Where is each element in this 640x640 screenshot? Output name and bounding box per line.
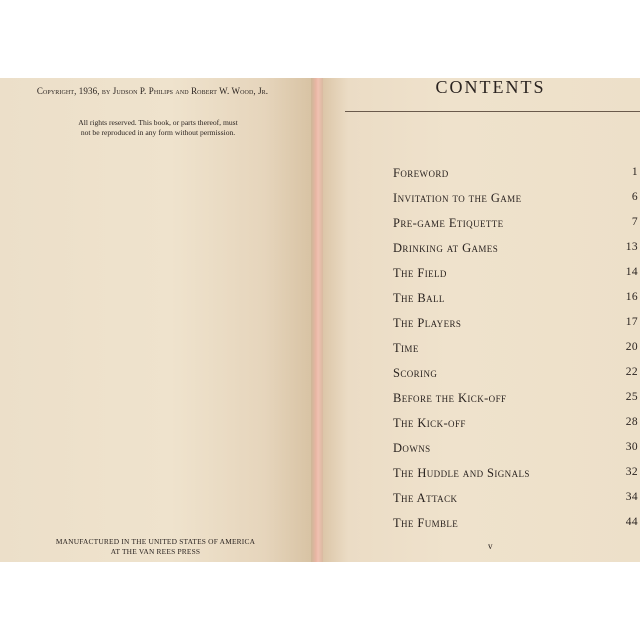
toc-entry-title: The Ball [393,291,445,305]
toc-entry-title: Foreword [393,166,449,180]
contents-heading: CONTENTS [435,77,546,97]
toc-entry[interactable] [393,341,638,366]
toc-entry-page: 34 [625,491,638,503]
toc-entry-page: 17 [625,316,638,328]
toc-entry-page: 22 [625,366,638,378]
left-page [0,78,311,562]
toc-entry-title: The Attack [393,491,458,505]
toc-entry[interactable] [393,391,638,416]
toc-entry[interactable] [393,266,638,291]
toc-entry[interactable] [393,491,638,516]
toc-entry-title: Downs [393,441,431,455]
toc-entry-page: 30 [625,441,638,453]
toc-entry-page: 6 [631,191,638,203]
toc-entry-page: 7 [631,216,638,228]
toc-entry[interactable] [393,441,638,466]
rights-line-1: All rights reserved. This book, or parts thereof, must [78,118,238,127]
book-gutter [311,78,323,562]
toc-entry[interactable] [393,466,638,491]
toc-entry-title: The Fumble [393,516,459,530]
toc-entry-title: The Kick-off [393,416,466,430]
rights-line-2: not be reproduced in any form without permission. [80,128,236,137]
toc-entry-title: Pre-game Etiquette [393,216,504,230]
toc-entry-page: 28 [625,416,638,428]
heading-rule [345,111,640,112]
toc-entry[interactable] [393,516,638,541]
toc-entry[interactable] [393,316,638,341]
toc-entry[interactable] [393,216,638,241]
toc-entry-page: 44 [625,516,638,528]
toc-entry[interactable] [393,416,638,441]
toc-entry[interactable] [393,366,638,391]
toc-entry-title: The Players [393,316,462,330]
toc-entry-page: 25 [625,391,638,403]
toc-entry-title: Time [393,341,419,355]
toc-entry-title: Before the Kick-off [393,391,507,405]
page-catchword: v [488,541,493,551]
table-of-contents [393,166,638,541]
rights-reserved-notice [28,118,288,138]
copyright-notice: Copyright, 1936, by Judson P. Philips and Robert W. Wood, Jr. [36,86,269,96]
manufactured-notice [0,537,311,557]
toc-entry-page: 1 [631,166,638,178]
toc-entry-page: 16 [625,291,638,303]
toc-entry[interactable] [393,241,638,266]
toc-entry-page: 14 [625,266,638,278]
toc-entry[interactable] [393,166,638,191]
toc-entry[interactable] [393,191,638,216]
toc-entry[interactable] [393,291,638,316]
toc-entry-page: 20 [625,341,638,353]
manufactured-line-2: AT THE VAN REES PRESS [110,547,201,556]
toc-entry-page: 32 [625,466,638,478]
toc-entry-title: The Huddle and Signals [393,466,530,480]
toc-entry-title: Scoring [393,366,438,380]
toc-entry-page: 13 [625,241,638,253]
toc-entry-title: Drinking at Games [393,241,499,255]
toc-entry-title: Invitation to the Game [393,191,522,205]
toc-entry-title: The Field [393,266,447,280]
manufactured-line-1: MANUFACTURED IN THE UNITED STATES OF AMERICA [55,537,256,546]
